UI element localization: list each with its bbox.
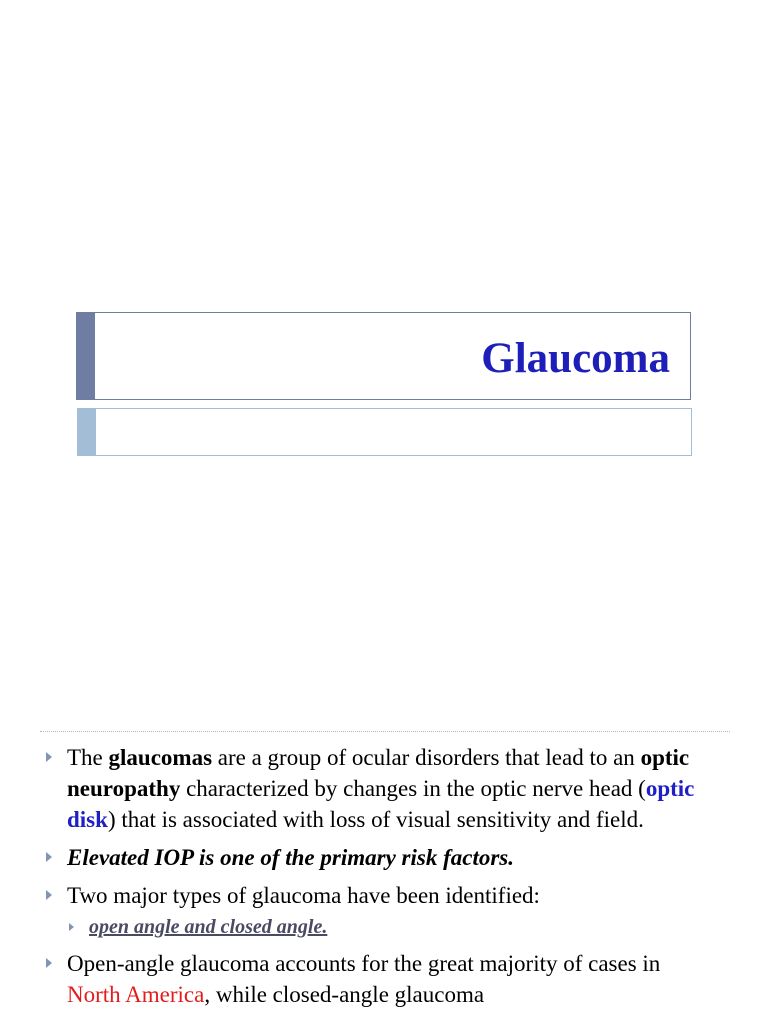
subtitle-box [77,408,692,456]
bullet-arrow-icon [46,852,52,862]
term-north-america: North America [67,982,205,1007]
bullet-arrow-icon [46,752,52,762]
bullet-text: Two major types of glaucoma have been identified: [67,883,540,908]
bullet-text: are a group of ocular disorders that lead to an [212,745,641,770]
bullet-text: characterized by changes in the optic nerve head ( [180,776,646,801]
term-glaucomas: glaucomas [108,745,213,770]
term-optic-disk: optic disk [67,776,695,832]
subtitle-accent-bar [77,408,96,456]
bullet-arrow-icon [46,958,52,968]
slide-title: Glaucoma [481,335,670,382]
slide-divider [40,731,730,732]
bullet-list [0,742,768,1017]
sub-bullet-text: open angle and closed angle. [89,916,328,938]
content-slide [0,735,768,1024]
bullet-text: The [67,745,109,770]
bullet-text: ) that is associated with loss of visual sensitivity and field. [107,807,644,832]
bullet-text: Open-angle glaucoma accounts for the great majority of cases in [67,951,661,976]
bullet-text: Elevated IOP is one of the primary risk factors. [67,845,514,870]
sub-bullet-types [0,914,768,940]
bullet-types [0,880,768,911]
bullet-text: , while closed-angle glaucoma [204,982,485,1007]
bullet-definition [0,742,768,835]
title-accent-bar [76,312,95,400]
bullet-open-angle [0,948,768,1010]
sub-bullet-arrow-icon [69,923,74,931]
term-optic-neuropathy: optic neuropathy [67,745,690,801]
bullet-risk-factor [0,842,768,873]
title-box [76,312,691,400]
bullet-arrow-icon [46,890,52,900]
